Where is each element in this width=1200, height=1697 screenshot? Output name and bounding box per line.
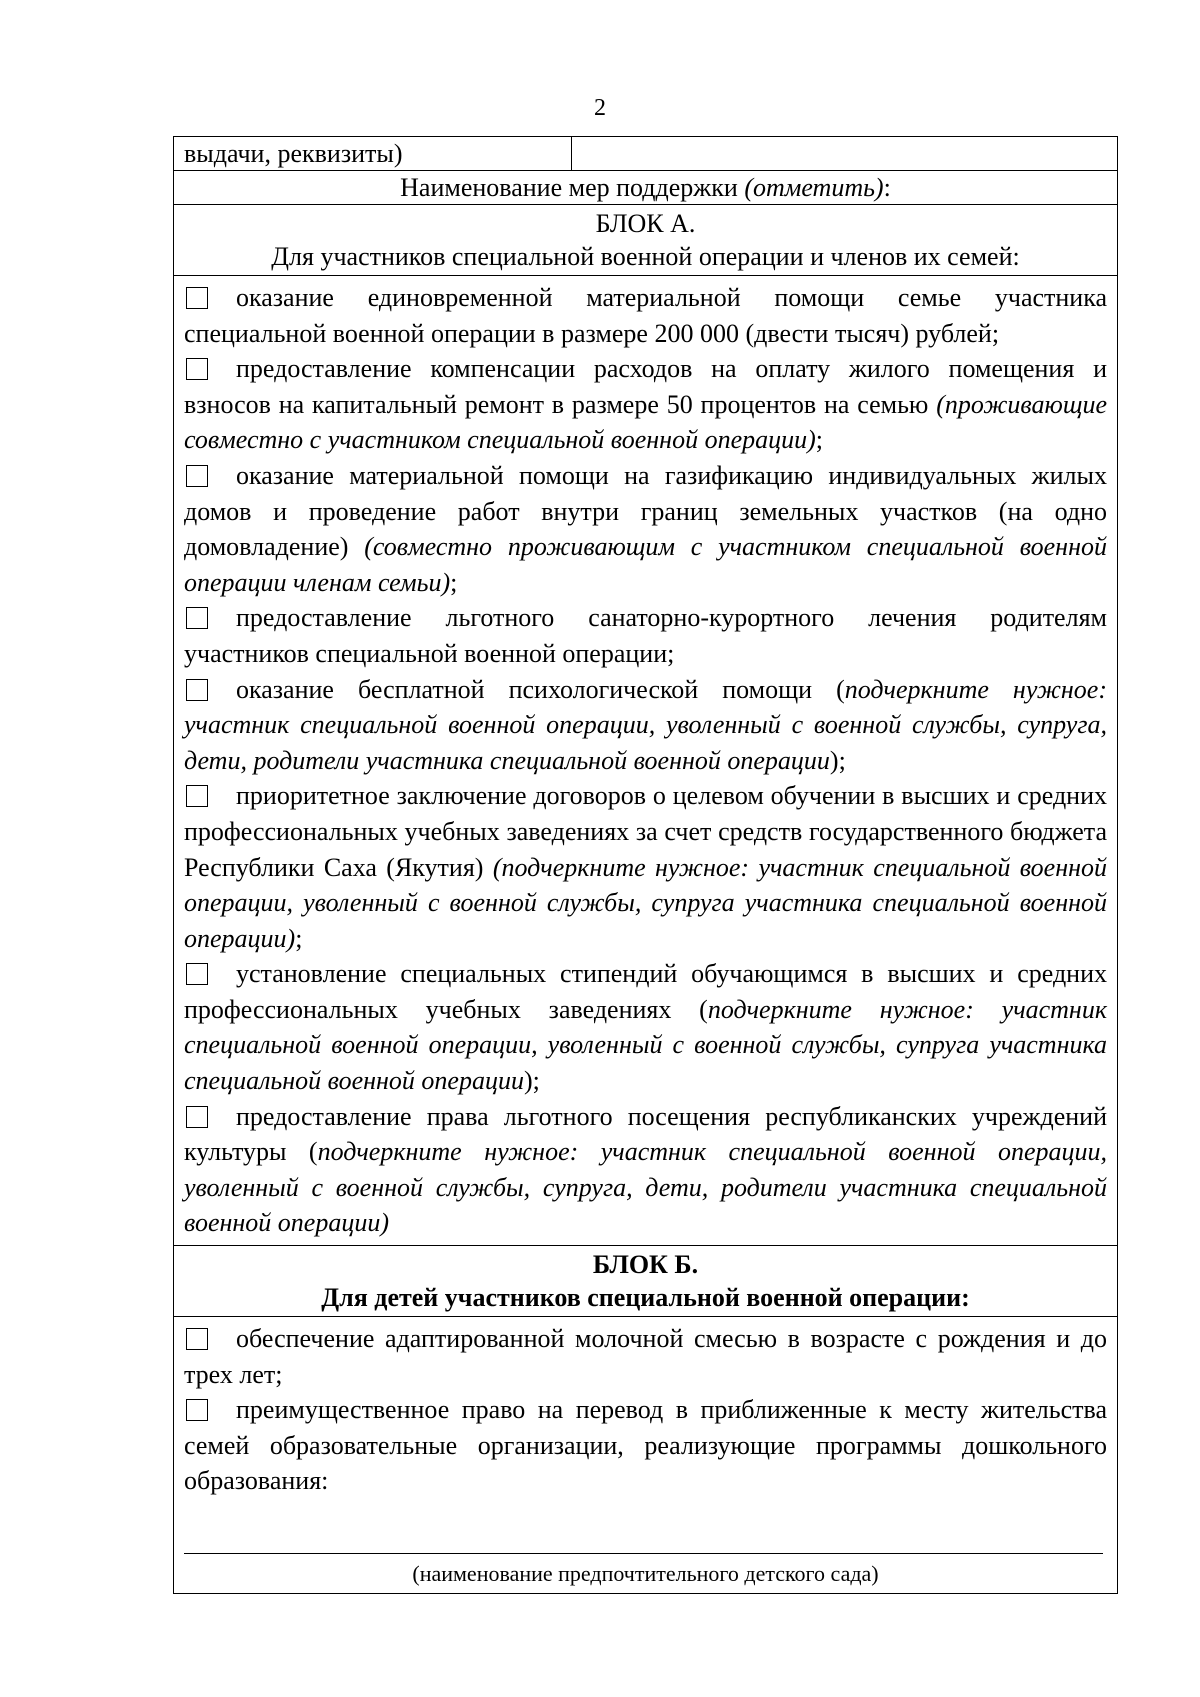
- item-text: предоставление права льготного посещения республиканских учреждений культуры (: [184, 1101, 1107, 1167]
- block-b-title: БЛОК Б.: [592, 1250, 699, 1280]
- item-note: (совместно проживающим с участником специальной военной операции членам семьи): [184, 532, 1107, 597]
- list-item: [184, 600, 1107, 671]
- checkbox[interactable]: [186, 1328, 208, 1350]
- kindergarten-field[interactable]: [174, 1499, 1117, 1557]
- item-tail: );: [523, 1066, 540, 1096]
- checkbox[interactable]: [186, 358, 208, 380]
- item-note: (подчеркните нужное: участник специальной военной операции, уволенный с военной службы, супруга участника специальной военной операции): [184, 852, 1108, 953]
- measures-heading-suffix: :: [883, 173, 891, 202]
- item-text: предоставление компенсации расходов на оплату жилого помещения и взносов на капитальный ремонт в размере 50 процентов на семью: [184, 354, 1107, 419]
- list-item: [184, 778, 1107, 956]
- kindergarten-caption: (наименование предпочтительного детского сада): [412, 1561, 879, 1586]
- checkbox[interactable]: [186, 465, 208, 487]
- block-b-header: [174, 1245, 1117, 1316]
- checkbox[interactable]: [186, 287, 208, 309]
- checkbox[interactable]: [186, 679, 208, 701]
- item-tail: ;: [295, 923, 303, 953]
- kindergarten-fill-line: [184, 1553, 1103, 1554]
- item-note: подчеркните нужное: участник специальной военной операции, уволенный с военной службы, супруга участника специальной военной операции: [184, 994, 1107, 1096]
- list-item: [184, 458, 1107, 600]
- item-text: оказание бесплатной психологической помощи (: [236, 674, 845, 704]
- item-tail: ;: [450, 567, 458, 597]
- item-note: (проживающие совместно с участником специальной военной операции): [184, 389, 1107, 455]
- support-measures-form: [173, 136, 1118, 1594]
- block-b-subtitle: Для детей участников специальной военной операции:: [321, 1283, 970, 1313]
- item-note: подчеркните нужное: участник специальной военной операции, уволенный с военной службы, супруга, дети, родители участника специальной военной операции): [184, 1137, 1107, 1238]
- page-number: 2: [594, 95, 606, 121]
- issuance-details-field[interactable]: [572, 137, 1117, 170]
- checkbox[interactable]: [186, 1106, 208, 1128]
- block-a-items: [174, 275, 1117, 1245]
- item-text: оказание единовременной материальной помощи семье участника специальной военной операции в размере 200 000 (двести тысяч) рублей;: [184, 283, 1107, 348]
- item-text: предоставление льготного санаторно-курортного лечения родителям участников специальной военной операции;: [184, 603, 1107, 668]
- block-b-items: [174, 1317, 1117, 1499]
- item-tail: ;: [815, 425, 824, 455]
- measures-heading-text: Наименование мер поддержки: [400, 173, 745, 202]
- item-text: приоритетное заключение договоров о целевом обучении в высших и средних профессиональных учебных заведениях за счет средств государственного бюджета Республики Саха (Якутия): [184, 781, 1107, 882]
- list-item: [184, 351, 1107, 458]
- item-note: подчеркните нужное: участник специальной военной операции, уволенный с военной службы, супруга, дети, родители участника специальной военной операции: [184, 674, 1107, 775]
- item-text: преимущественное право на перевод в приближенные к месту жительства семей образовательные организации, реализующие программы дошкольного образования:: [184, 1395, 1107, 1496]
- issuance-details-label: выдачи, реквизиты): [174, 137, 572, 170]
- list-item: [184, 1392, 1107, 1499]
- list-item: [184, 1099, 1107, 1241]
- item-text: оказание материальной помощи на газификацию индивидуальных жилых домов и проведение работ внутри границ земельных участков (на одно домовладение): [184, 460, 1107, 562]
- measures-heading: [174, 171, 1117, 204]
- measures-heading-note: (отметить): [744, 173, 884, 202]
- checkbox[interactable]: [186, 1399, 208, 1421]
- list-item: [184, 672, 1107, 779]
- list-item: [184, 280, 1107, 351]
- checkbox[interactable]: [186, 785, 208, 807]
- issuance-details-row: [174, 136, 1117, 170]
- item-tail: );: [829, 745, 846, 775]
- block-a-title: БЛОК А.: [595, 209, 696, 238]
- list-item: [184, 956, 1107, 1098]
- block-b-section: [174, 1316, 1117, 1594]
- checkbox[interactable]: [186, 963, 208, 985]
- checkbox[interactable]: [186, 607, 208, 629]
- block-a-subtitle: Для участников специальной военной операции и членов их семей:: [271, 242, 1020, 271]
- item-text: установление специальных стипендий обучающимся в высших и средних профессиональных учебных заведениях (: [184, 959, 1107, 1024]
- block-a-header: [174, 204, 1117, 275]
- list-item: [184, 1321, 1107, 1392]
- measures-heading-row: [174, 170, 1117, 204]
- item-text: обеспечение адаптированной молочной смесью в возрасте с рождения и до трех лет;: [184, 1324, 1107, 1389]
